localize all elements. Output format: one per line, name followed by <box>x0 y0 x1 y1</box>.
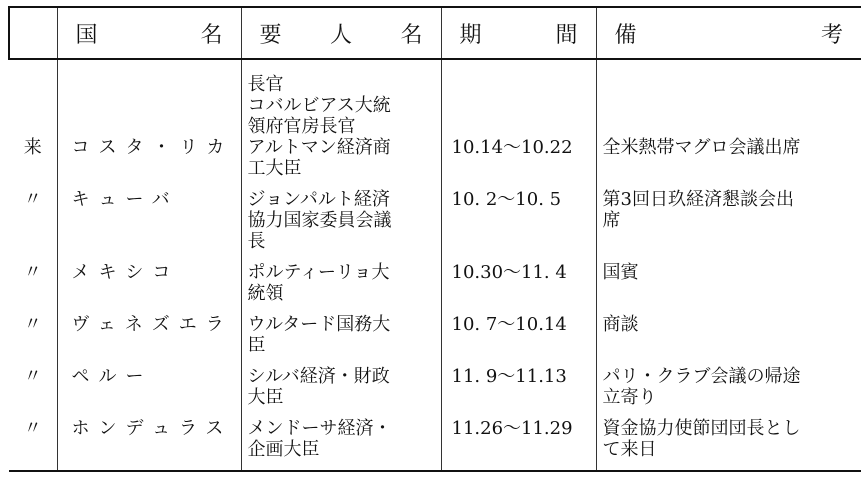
table-row <box>9 179 861 252</box>
official-cell: ポルティーリョ大 統領 <box>241 252 441 304</box>
table-row <box>9 59 861 179</box>
remarks-cell: 資金協力使節団団長とし て来日 <box>596 408 861 471</box>
visitors-table <box>8 6 861 472</box>
remarks-header: 備 考 <box>596 7 861 59</box>
official-header: 要 人 名 <box>241 7 441 59</box>
official-cell: ジョンパルト経済 協力国家委員会議 長 <box>241 179 441 252</box>
period-cell: 10. 2～10. 5 <box>441 179 596 252</box>
country-cell: キューバ <box>57 179 241 252</box>
remarks-cell: 商談 <box>596 304 861 356</box>
table-row <box>9 408 861 471</box>
symbol-cell: 〃 <box>23 314 42 335</box>
country-cell: メキシコ <box>57 252 241 304</box>
official-cell: メンドーサ経済・ 企画大臣 <box>241 408 441 471</box>
country-cell: ホンデュラス <box>57 408 241 471</box>
table-row <box>9 356 861 408</box>
remarks-cell: 国賓 <box>596 252 861 304</box>
remarks-cell: パリ・クラブ会議の帰途 立寄り <box>596 356 861 408</box>
symbol-cell: 〃 <box>23 262 42 283</box>
country-cell: ペルー <box>57 356 241 408</box>
country-cell: コスタ・リカ <box>57 59 241 179</box>
official-cell: ウルタード国務大 臣 <box>241 304 441 356</box>
period-cell: 10.30～11. 4 <box>441 252 596 304</box>
country-cell: ヴェネズエラ <box>57 304 241 356</box>
symbol-cell: 来 <box>23 137 42 158</box>
official-cell: シルバ経済・財政 大臣 <box>241 356 441 408</box>
table-row <box>9 304 861 356</box>
remarks-cell: 第3回日玖経済懇談会出 席 <box>596 179 861 252</box>
symbol-cell: 〃 <box>23 366 42 387</box>
symbol-cell: 〃 <box>23 189 42 210</box>
country-header: 国 名 <box>57 7 241 59</box>
remarks-cell: 全米熱帯マグロ会議出席 <box>596 59 861 179</box>
period-cell: 10. 7～10.14 <box>441 304 596 356</box>
period-cell: 11.26～11.29 <box>441 408 596 471</box>
period-cell: 11. 9～11.13 <box>441 356 596 408</box>
symbol-cell: 〃 <box>9 408 57 471</box>
official-cell: 長官 コバルビアス大統 領府官房長官 アルトマン経済商 工大臣 <box>241 59 441 179</box>
period-header: 期 間 <box>441 7 596 59</box>
table-row <box>9 252 861 304</box>
header-row <box>9 7 861 59</box>
symbol-header <box>9 7 57 59</box>
period-cell: 10.14～10.22 <box>441 59 596 179</box>
